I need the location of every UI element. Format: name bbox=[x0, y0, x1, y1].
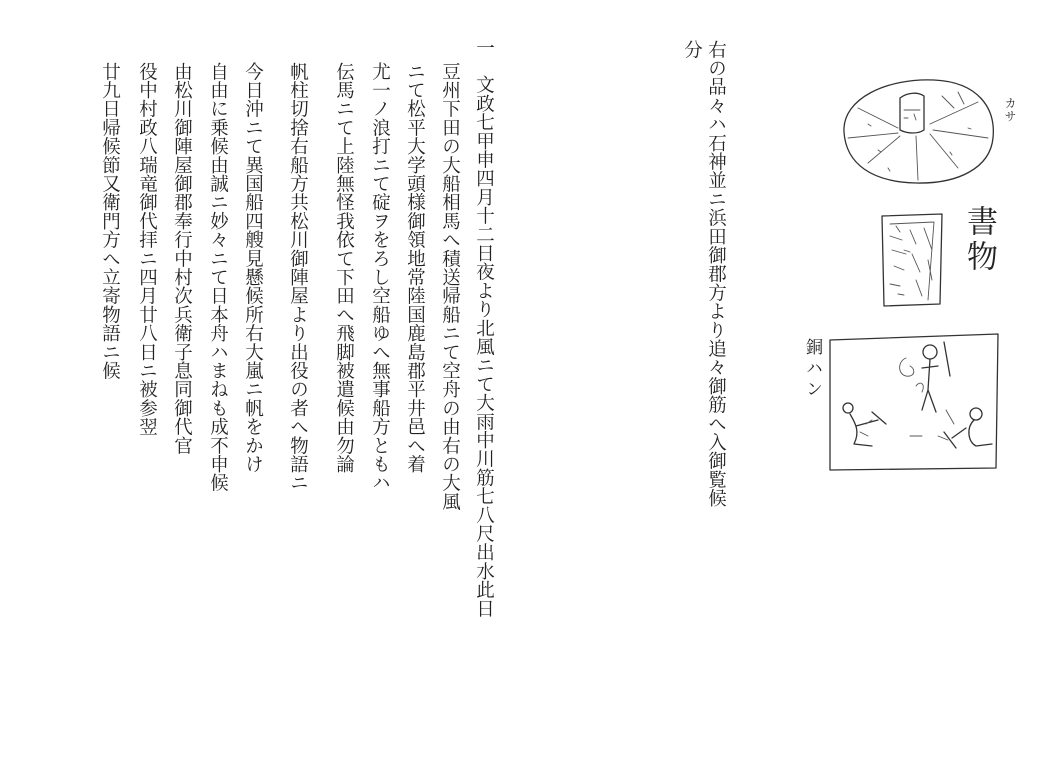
bronze-plate-label: 銅ハン bbox=[802, 338, 822, 401]
body-line-4: 尤一ノ浪打ニて碇ヲをろし空船ゆへ無事船方ともハ bbox=[369, 62, 391, 493]
intro-line-2: 分 bbox=[681, 40, 703, 59]
body-line-9: 由松川御陣屋御郡奉行中村次兵衛子息同御代官 bbox=[171, 62, 193, 455]
body-line-6: 帆柱切捨右船方共松川御陣屋より出役の者へ物語ニ bbox=[287, 62, 309, 493]
body-line-5: 伝馬ニて上陸無怪我依て下田へ飛脚被遣候由勿論 bbox=[333, 62, 355, 474]
body-line-3: ニて松平大学頭様御領地常陸国鹿島郡平井邑へ着 bbox=[404, 62, 426, 474]
body-line-11: 廿九日帰候節又衛門方へ立寄物語ニ候 bbox=[99, 62, 121, 380]
body-line-10: 役中村政八瑞竜御代拝ニ四月廿八日ニ被参翌 bbox=[136, 62, 158, 436]
intro-line-1: 右の品々ハ石神並ニ浜田御郡方より追々御筋へ入御覧候 bbox=[705, 40, 727, 508]
bronze-plate-sketch bbox=[826, 328, 1002, 474]
body-line-2: 豆州下田の大船相馬へ積送帰船ニて空舟の由右の大風 bbox=[439, 62, 461, 511]
writing-sketch bbox=[876, 210, 948, 310]
body-line-8: 自由に乗候由誠ニ妙々ニて日本舟ハまねも成不申候 bbox=[207, 62, 229, 493]
hat-sketch bbox=[838, 68, 1000, 188]
body-line-1: 一 文政七甲申四月十二日夜より北風ニて大雨中川筋七八尺出水此日 bbox=[473, 38, 495, 618]
body-line-7: 今日沖ニて異国船四艘見懸候所右大嵐ニ帆をかけ bbox=[242, 62, 264, 474]
hat-label: カサ bbox=[1003, 97, 1017, 123]
writing-label: 書物 bbox=[961, 205, 997, 275]
